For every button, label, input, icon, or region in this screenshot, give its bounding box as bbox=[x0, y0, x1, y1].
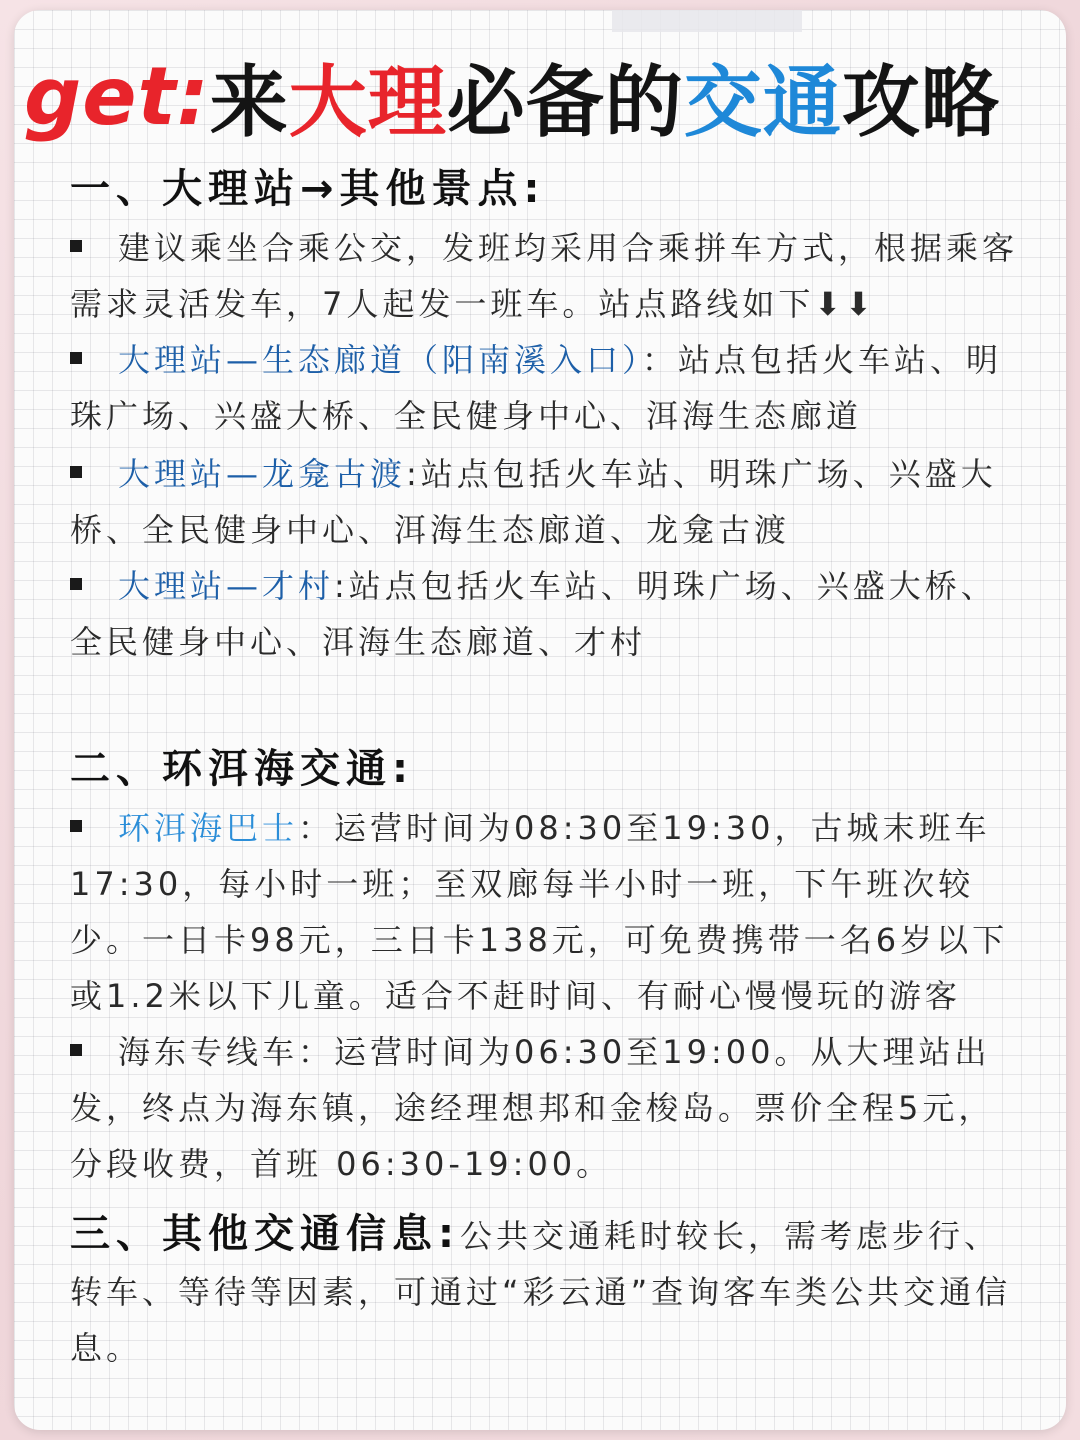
title-get: get: bbox=[24, 49, 210, 143]
route-desc: 站点包括火车站、明珠广场、兴盛大桥、全民健身中心、洱海生态廊道、才村 bbox=[70, 567, 997, 661]
route-separator: : bbox=[406, 455, 421, 493]
section1 bbox=[70, 158, 1030, 670]
tape-strip bbox=[612, 10, 802, 32]
bullet-icon bbox=[70, 578, 82, 590]
section1-intro-item bbox=[70, 220, 1030, 332]
bullet-icon bbox=[70, 240, 82, 252]
route-item bbox=[70, 332, 1030, 444]
note-card bbox=[14, 10, 1066, 1430]
title-part4: 交通 bbox=[683, 58, 842, 148]
route-name: 大理站—才村 bbox=[118, 567, 335, 605]
section3-desc: 公共交通耗时较长，需考虑步行、转车、等待等因素，可通过“彩云通”查询客车类公共交通信息。 bbox=[70, 1217, 1012, 1367]
section3 bbox=[70, 1206, 1030, 1376]
route-item bbox=[70, 558, 1030, 670]
transit-desc: 运营时间为08:30至19:30，古城末班车17:30，每小时一班；至双廊每半小时一班，下午班次较少。一日卡98元，三日卡138元，可免费携带一名6岁以下或1.2米以下儿童。适合不赶时间、有耐心慢慢玩的游客 bbox=[70, 809, 1009, 1015]
title-part2: 大理 bbox=[288, 58, 447, 148]
section1-heading: 一、大理站→其他景点: bbox=[70, 166, 546, 212]
transit-name: 环洱海巴士 bbox=[118, 809, 299, 847]
transit-separator: ： bbox=[298, 1033, 335, 1071]
route-item bbox=[70, 446, 1030, 558]
bullet-icon bbox=[70, 1044, 82, 1056]
transit-item bbox=[70, 800, 1030, 1024]
transit-desc: 运营时间为06:30至19:00。从大理站出发，终点为海东镇，途经理想邦和金梭岛。票价全程5元，分段收费，首班 06:30-19:00。 bbox=[70, 1033, 995, 1183]
section2-heading: 二、环洱海交通: bbox=[70, 746, 414, 792]
title-part3: 必备的 bbox=[446, 58, 684, 148]
bullet-icon bbox=[70, 466, 82, 478]
section1-intro: 建议乘坐合乘公交，发班均采用合乘拼车方式，根据乘客需求灵活发车，7人起发一班车。站点路线如下⬇⬇ bbox=[70, 229, 1019, 323]
route-desc: 站点包括火车站、明珠广场、兴盛大桥、全民健身中心、洱海生态廊道、龙龛古渡 bbox=[70, 455, 997, 549]
route-separator: : bbox=[334, 567, 349, 605]
transit-item bbox=[70, 1024, 1030, 1192]
section3-heading: 三、其他交通信息: bbox=[70, 1211, 460, 1257]
route-name: 大理站—生态廊道（阳南溪入口） bbox=[118, 341, 643, 379]
title-part1: 来 bbox=[209, 58, 289, 148]
page-title bbox=[24, 46, 1064, 146]
title-part5: 攻略 bbox=[841, 58, 1000, 148]
route-name: 大理站—龙龛古渡 bbox=[118, 455, 407, 493]
route-separator: ： bbox=[642, 341, 679, 379]
transit-separator: ： bbox=[298, 809, 335, 847]
route-desc: 站点包括火车站、明珠广场、兴盛大桥、全民健身中心、洱海生态廊道 bbox=[70, 341, 1003, 435]
section2 bbox=[70, 738, 1030, 1192]
bullet-icon bbox=[70, 352, 82, 364]
transit-name: 海东专线车 bbox=[118, 1033, 299, 1071]
bullet-icon bbox=[70, 820, 82, 832]
